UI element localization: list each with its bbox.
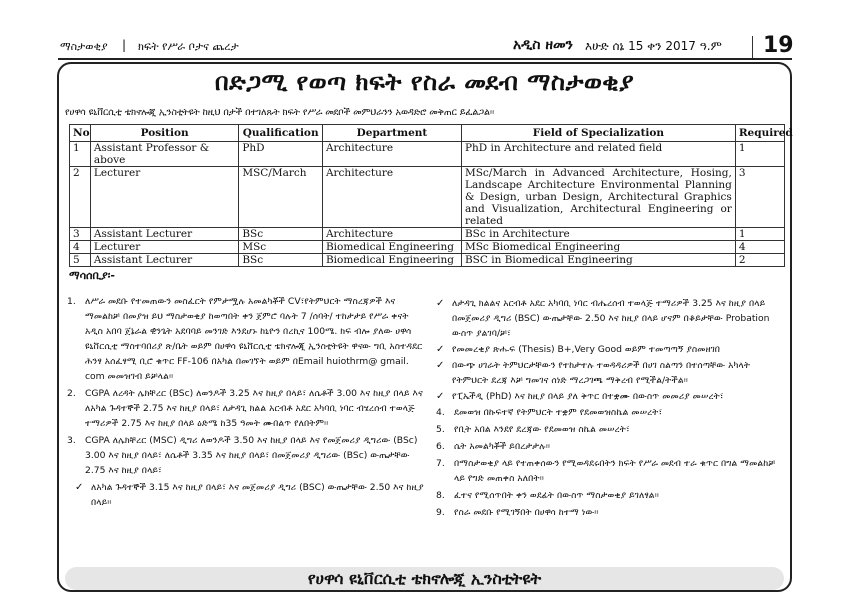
list-item <box>436 505 786 520</box>
header-section: ክፍት የሥራ ቦታና ጨረታ <box>138 40 239 53</box>
item-number: 5. <box>436 424 445 435</box>
item-number: 7. <box>436 458 445 469</box>
cell-field: BSc in Architecture <box>461 228 735 241</box>
item-text: CGPA ለረዳት ሌክቸረር (BSc) ለወንዶች 3.25 እና ከዚያ በላይ፣ ለሴቶች 3.00 እና ከዚያ በላይ እና ለአካል ጉዳተኞች 2.75 እና ከዚያ በላይ፣ ለታዳጊ ክልል አርብቶ አደር አካባቢ ነባር ብሄረሰብ ተወላጅ ተማሪዎች 2.75 እና ከዚያ በላይ ዕድሜ ከ35 ዓመት ሙበልጥ የለበትም፡፡ <box>85 388 423 429</box>
cell-field: MSc Biomedical Engineering <box>461 241 735 254</box>
footer-institution: የሀዋሳ ዩኒቨርሲቲ ቴክኖሎጂ ኢንስቲትዩት <box>307 569 542 588</box>
col-header-field: Field of Specialization <box>461 125 735 142</box>
list-subitem <box>67 480 425 510</box>
item-number: 6. <box>436 441 445 452</box>
item-number: 3. <box>67 435 76 446</box>
check-text: የመመረቂያ ጽሑፍ (Thesis) B+,Very Good ወይም ተመጣጣኝ ያስመዘገበ <box>452 344 721 355</box>
item-text: ሴት አመልካቾች ይበረታታሉ፡፡ <box>454 441 551 452</box>
subitem-text: ለአካል ጉዳተኞች 3.15 እና ከዚያ በላይ፣ እና መጀመሪያ ዲግሪ (BSC) ውጤታቸው 2.50 እና ከዚያ በላይ፡፡ <box>91 482 424 508</box>
cell-field: BSC in Biomedical Engineering <box>461 254 735 267</box>
item-text: ለሥራ መደቡ የተመጠውን መስፈርት የምታሟሉ አመልካቾች CV፣የትምህርት ማስረጃዎች እና ማመልከቻ በመያዝ ይህ ማስታወቂያ ከወጣበት ቀን ጀምሮ ባሉት 7 /ሰባት/ ተከታታይ የሥራ ቀናት አዲስ አበባ ጀኔራል ዊንጌት አደባባይ መንገድ እንደሆኑ ከኒዮን በረኪና 100ሜ. ክፍ ብሎ ያለው ሀዋሳ ዩኒቨርሲቲ ማስተባበሪያ ጽ/ቤት ወይም በሀዋሳ ዩኒቨርሲቲ ቴክኖሎጂ ኢንስቲትዩት ዋናው ግቢ አስተዳደር ሕንፃ አሰፈፃሚ ቢሮ ቁጥር FF-106 በአካል በመገኘት ወይም በEmail huiothrm@ gmail. com መመዝገብ ይቻላል፡፡ <box>85 296 423 382</box>
cell-qualification: BSc <box>239 228 323 241</box>
header-divider <box>752 36 753 58</box>
col-header-required: Required <box>735 125 784 142</box>
checkmark-icon: ✓ <box>436 298 445 309</box>
checkmark-icon: ✓ <box>436 344 445 355</box>
list-item <box>436 422 786 437</box>
checkmark-icon: ✓ <box>75 482 84 493</box>
check-text: በውጭ ሀገራት ትምህርታቸውን የተከታተሉ ተወዳዳሪዎች በሀገ ስልጣን በተሰጣቸው አካላት የትምህርት ደረጃ እቻ ግመገና ሰነድ ማረጋገጫ ማቅረብ የሚችል/ትችል፡፡ <box>452 360 751 386</box>
check-item <box>436 296 786 341</box>
newspaper-header <box>0 0 850 62</box>
check-item <box>436 389 786 404</box>
item-number: 1. <box>67 296 76 307</box>
notes-right-column <box>436 296 786 522</box>
vacancy-advertisement <box>57 62 792 592</box>
list-item <box>436 488 786 503</box>
col-header-qualification: Qualification <box>239 125 323 142</box>
cell-field: PhD in Architecture and related field <box>461 142 735 167</box>
list-item <box>67 433 425 478</box>
check-item <box>436 358 786 388</box>
cell-required: 3 <box>735 167 784 228</box>
header-separator: | <box>122 38 127 52</box>
cell-no: 4 <box>70 241 91 254</box>
cell-position: Lecturer <box>90 241 238 254</box>
header-rule <box>58 58 792 60</box>
item-text: ደመወዝ በኩፍተኛ የትምህርት ተቋም የደመወዝስኬል መሠረት፣ <box>454 407 663 418</box>
cell-qualification: BSc <box>239 254 323 267</box>
cell-required: 1 <box>735 228 784 241</box>
list-item <box>436 439 786 454</box>
cell-no: 2 <box>70 167 91 228</box>
cell-required: 1 <box>735 142 784 167</box>
cell-department: Architecture <box>322 228 461 241</box>
notes-left-column <box>67 294 425 512</box>
cell-qualification: MSC/March <box>239 167 323 228</box>
cell-position: Lecturer <box>90 167 238 228</box>
cell-department: Biomedical Engineering <box>322 241 461 254</box>
header-category: ማስታወቂያ <box>60 40 108 53</box>
col-header-department: Department <box>322 125 461 142</box>
list-item <box>436 405 786 420</box>
check-item <box>436 342 786 357</box>
cell-no: 1 <box>70 142 91 167</box>
item-number: 2. <box>67 388 76 399</box>
cell-qualification: MSc <box>239 241 323 254</box>
list-item <box>67 386 425 431</box>
cell-department: Architecture <box>322 167 461 228</box>
item-text: CGPA ለሌክቸረር (MSC) ዲግሪ ለወንዶች 3.50 እና ከዚያ በላይ እና የመጀመሪያ ዲግሪው (BSc) 3.00 እና ከዚያ በላይ፣ ለሴቶች 3.35 እና ከዚያ በላይ፣ በመጀመሪያ ዲግሪው (BSc) ውጤታቸው 2.75 እና ከዚያ በላይ፣ <box>85 435 418 476</box>
table-row <box>70 228 785 241</box>
cell-required: 2 <box>735 254 784 267</box>
item-text: ፈተና የሚሰጥበት ቀን ወደፊት በውስጥ ማስታወቂያ ይገለፃል፡፡ <box>454 490 659 501</box>
table-row <box>70 142 785 167</box>
cell-department: Biomedical Engineering <box>322 254 461 267</box>
list-item <box>67 294 425 384</box>
checkmark-icon: ✓ <box>436 391 445 402</box>
col-header-position: Position <box>90 125 238 142</box>
cell-no: 3 <box>70 228 91 241</box>
check-text: ለታዳጊ ክልልና አርብቶ አደር አካባቢ ነባር ብሔረሰብ ተወላጅ ተማሪዎች 3.25 እና ከዚያ በላይ በመጀመሪያ ዲግሪ (BSC) ውጤታቸው 2.50 እና ከዚያ በላይ ሆናም በቆይታቸው Probation ውስጥ ያልገባ/ቻ፣ <box>452 298 770 339</box>
ad-title: በድጋሚ የወጣ ክፍት የስራ መደብ ማስታወቂያ <box>214 68 635 96</box>
cell-no: 5 <box>70 254 91 267</box>
cell-department: Architecture <box>322 142 461 167</box>
item-number: 4. <box>436 407 445 418</box>
item-number: 8. <box>436 490 445 501</box>
item-text: የቢት አበል እንደየ ደረጃው የደመወዝ ስኬል መሠረት፣ <box>454 424 630 435</box>
cell-qualification: PhD <box>239 142 323 167</box>
list-item <box>436 456 786 486</box>
check-text: የፒኤችዲ (PhD) እና ከዚያ በላይ ያለ ቅጥር በተቋሙ በውስጥ መመሪያ መሠረት፣ <box>452 391 724 402</box>
ad-intro: የሀዋሳ ዩኒቨርሲቲ ቴክኖሎጂ ኢንስቲትዩት ከዚህ በታች በተገለጹት ክፍት የሥራ መደቦች መምህራንን አወዳድሮ መቅጠር ይፈልጋል፡፡ <box>65 107 495 118</box>
col-header-no: No <box>70 125 91 142</box>
issue-date: እሁድ ሰኔ 15 ቀን 2017 ዓ.ም <box>585 39 722 53</box>
item-text: የስራ መደቡ የሚገኝበት በሀዋሳ ከተማ ነው፡፡ <box>454 507 599 518</box>
item-text: በማስታወቂያ ላይ የተጠቀሰውን የሚወዳደሩበትን ክፍት የሥራ መደብ ተራ ቁጥር በግል ማመልከቻ ላይ የግድ መጠቀስ አለበት፡፡ <box>454 458 776 484</box>
table-row <box>70 254 785 267</box>
newspaper-name: አዲስ ዘመን <box>513 37 573 53</box>
table-header-row <box>70 125 785 142</box>
cell-field: MSc/March in Advanced Architecture, Hosing, Landscape Architecture Environmental Planning & Design, urban Design, Architectural Graphics and Visualization, Architectural Engineering or related <box>461 167 735 228</box>
cell-position: Assistant Lecturer <box>90 254 238 267</box>
footer-banner <box>65 567 784 590</box>
checkmark-icon: ✓ <box>436 360 445 371</box>
page-number: 19 <box>763 33 794 58</box>
item-number: 9. <box>436 507 445 518</box>
cell-position: Assistant Lecturer <box>90 228 238 241</box>
table-row <box>70 167 785 228</box>
vacancy-table <box>69 124 793 267</box>
cell-position: Assistant Professor & above <box>90 142 238 167</box>
notes-heading: ማሳሰቢያ፡- <box>69 269 115 282</box>
cell-required: 4 <box>735 241 784 254</box>
table-row <box>70 241 785 254</box>
